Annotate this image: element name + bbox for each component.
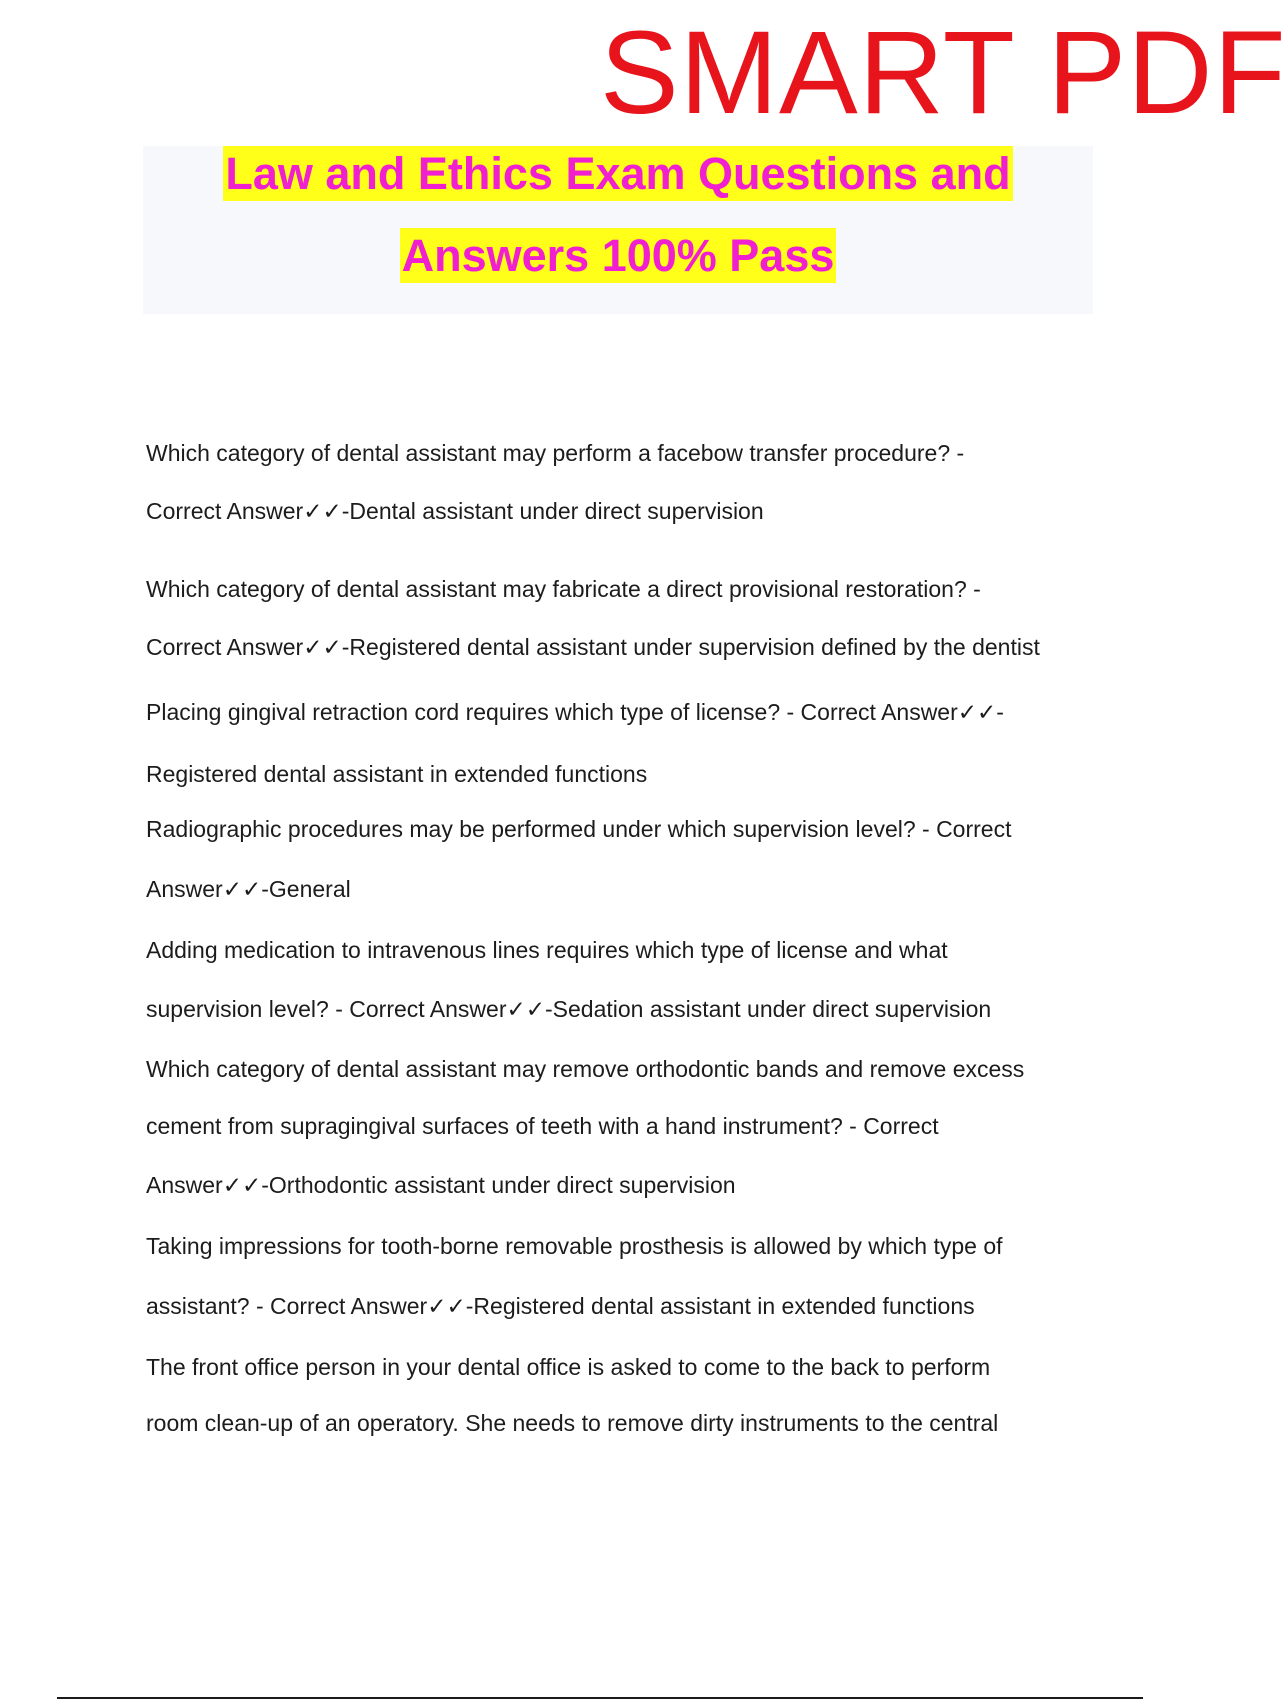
- document-title-line-1: Law and Ethics Exam Questions and: [225, 148, 1011, 199]
- qa-line: The front office person in your dental office is asked to come to the back to perform: [146, 1354, 991, 1380]
- qa-line: Answer✓✓-General: [146, 876, 351, 902]
- smart-pdf-watermark: SMART PDF: [600, 7, 1287, 139]
- qa-line: supervision level? - Correct Answer✓✓-Sedation assistant under direct supervision: [146, 996, 992, 1022]
- qa-line: Taking impressions for tooth-borne removable prosthesis is allowed by which type of: [146, 1233, 1003, 1259]
- page-bottom-rule: [57, 1697, 1143, 1699]
- qa-line: Correct Answer✓✓-Registered dental assistant under supervision defined by the dentist: [146, 634, 1040, 660]
- qa-line: Which category of dental assistant may remove orthodontic bands and remove excess: [146, 1056, 1025, 1082]
- qa-line: Radiographic procedures may be performed under which supervision level? - Correct: [146, 816, 1012, 842]
- qa-line: assistant? - Correct Answer✓✓-Registered dental assistant in extended functions: [146, 1293, 975, 1319]
- qa-line: Placing gingival retraction cord requires which type of license? - Correct Answer✓✓-: [146, 699, 1004, 725]
- document-title-box: [143, 146, 1093, 314]
- qa-line: Which category of dental assistant may perform a facebow transfer procedure? -: [146, 440, 965, 466]
- document-title-line-2: Answers 100% Pass: [401, 230, 835, 281]
- qa-line: Answer✓✓-Orthodontic assistant under direct supervision: [146, 1172, 736, 1198]
- qa-line: Which category of dental assistant may fabricate a direct provisional restoration? -: [146, 576, 981, 602]
- qa-line: Registered dental assistant in extended functions: [146, 761, 648, 787]
- qa-line: cement from supragingival surfaces of teeth with a hand instrument? - Correct: [146, 1113, 939, 1139]
- qa-line: Correct Answer✓✓-Dental assistant under direct supervision: [146, 498, 764, 524]
- qa-line: room clean-up of an operatory. She needs to remove dirty instruments to the central: [146, 1410, 999, 1436]
- qa-line: Adding medication to intravenous lines requires which type of license and what: [146, 937, 948, 963]
